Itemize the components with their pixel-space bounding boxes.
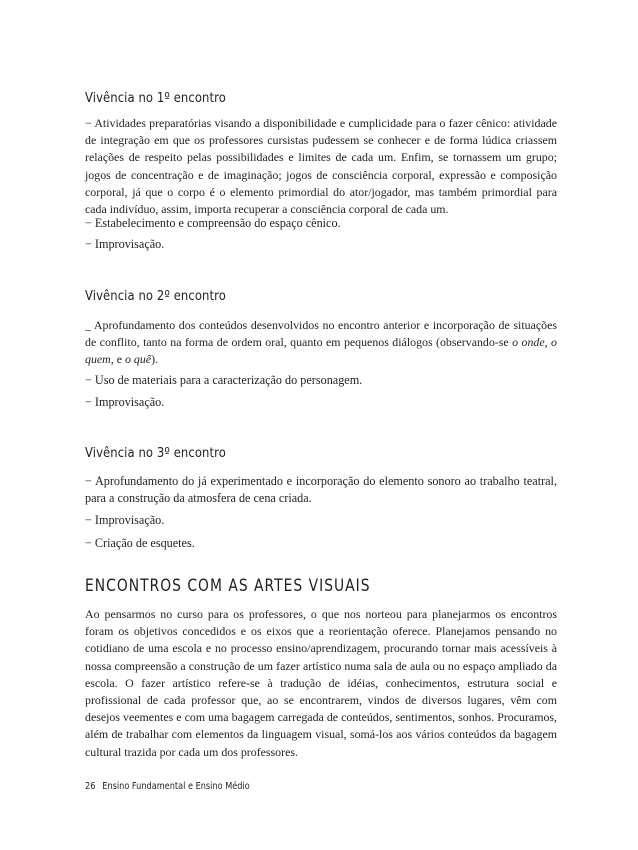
section-1-item-1: − Atividades preparatórias visando a disponibilidade e cumplicidade para o fazer cênico: atividade de integração em que os professores cursistas pudessem se conhecer e de forma lúdica criassem relações de respeito pelas possibilidades e limites de cada um. Enfim, se tornassem um grupo; jogos de concentração e de imaginação; jogos de consciência corporal, expressão e composição corporal, já que o corpo é o elemento primordial do ator/jogador, mas também primordial para cada indivíduo, assim, importa recuperar a consciência corporal de cada um. — [85, 116, 557, 217]
section-3-item-1: − Aprofundamento do já experimentado e incorporação do elemento sonoro ao trabalho teatral, para a construção da atmosfera de cena criada. — [85, 474, 557, 506]
page-footer — [85, 781, 250, 792]
section-3-item-3: − Criação de esquetes. — [85, 536, 195, 550]
document-page — [85, 0, 557, 850]
section-1-item-2: − Estabelecimento e compreensão do espaço cênico. — [85, 216, 341, 230]
emphasis-onde-quem: o onde, o quem, — [85, 335, 557, 367]
emphasis-o-que: o quê — [124, 352, 152, 367]
section-heading-3: Vivência no 3º encontro — [85, 445, 226, 461]
section-2-item-1: _ Aprofundamento dos conteúdos desenvolvidos no encontro anterior e incorporação de situações de conflito, tanto na forma de ordem oral, quanto em pequenos diálogos (observando-se o onde, o quem, e o quê). — [85, 318, 557, 367]
section-2-item-2: − Uso de materiais para a caracterização do personagem. — [85, 373, 363, 387]
section-1-item-3: − Improvisação. — [85, 237, 165, 251]
section-3-item-2: − Improvisação. — [85, 513, 165, 527]
visual-arts-paragraph: Ao pensarmos no curso para os professores, o que nos norteou para planejarmos os encontros foram os objetivos concedidos e os eixos que a reorientação oferece. Planejamos pensando no cotidiano de uma escola e no processo ensino/aprendizagem, procurando tornar mais acessíveis à nossa compreensão a construção de um fazer artístico numa sala de aula ou no espaço ampliado da escola. O fazer artístico refere-se à tradução de idéias, conhecimentos, estrutura social e profissional de cada professor que, ao se encontrarem, vindos de diversos lugares, vêm com desejos veementes e com uma bagagem carregada de conteúdos, sentimentos, sonhos. Procuramos, além de trabalhar com elementos da linguagem visual, somá-los aos vários conteúdos da bagagem cultural trazida por cada um dos professores. — [85, 607, 557, 759]
page-number: 26 — [85, 781, 96, 792]
section-heading-2: Vivência no 2º encontro — [85, 288, 226, 304]
section-2-item-3: − Improvisação. — [85, 395, 165, 409]
visual-arts-heading: ENCONTROS COM AS ARTES VISUAIS — [85, 576, 371, 595]
section-heading-1: Vivência no 1º encontro — [85, 90, 226, 106]
running-title: Ensino Fundamental e Ensino Médio — [102, 781, 250, 792]
